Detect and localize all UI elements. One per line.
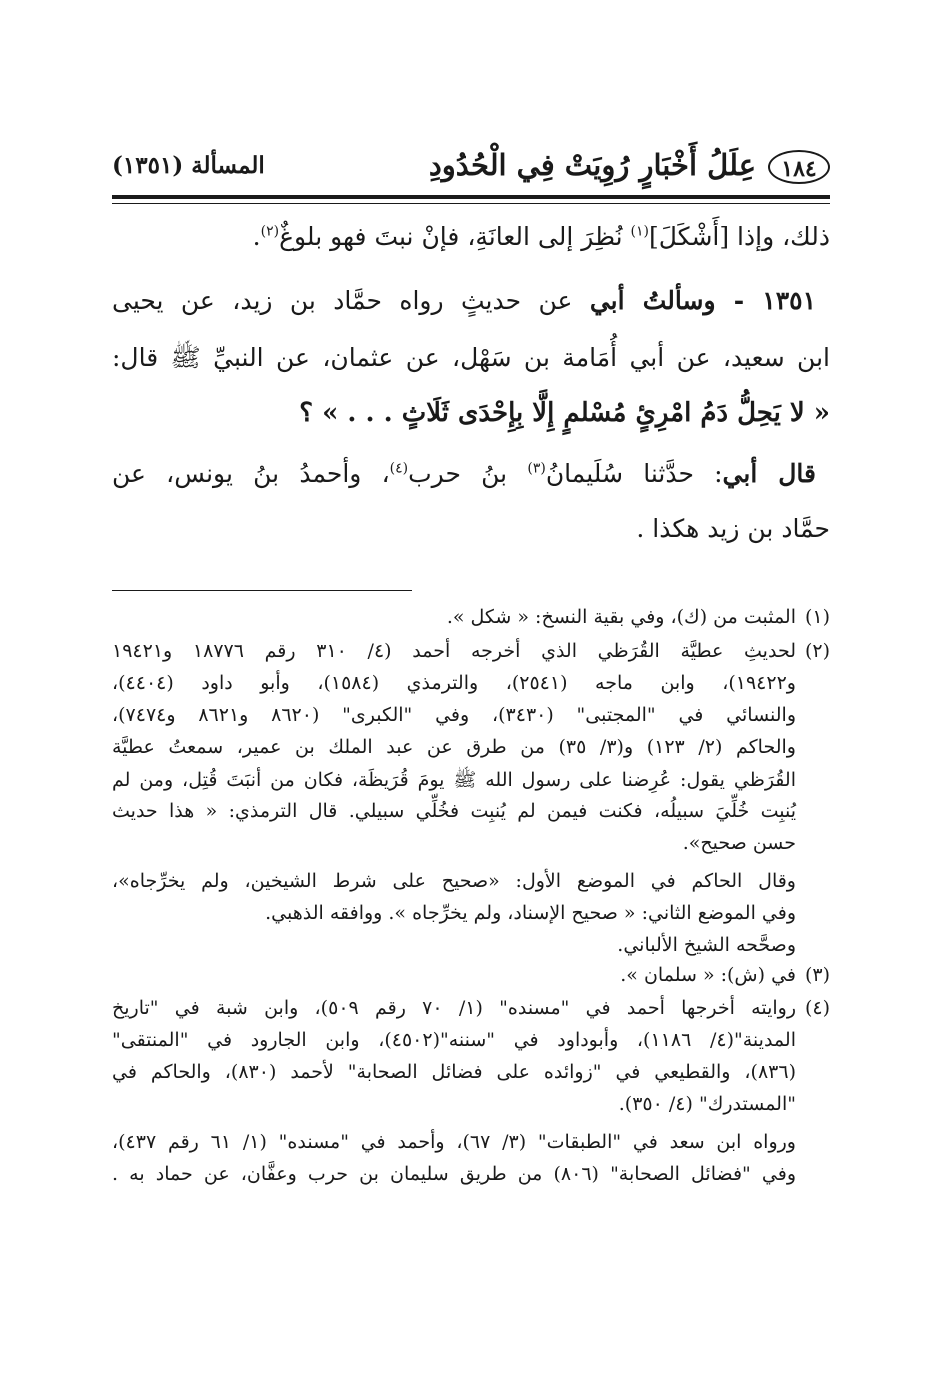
header-rule-thin	[112, 203, 830, 204]
issue-heading: ١٣٥١ - وسألتُ أبي	[589, 286, 816, 315]
footnote-3: في (ش): « سلمان ».	[620, 964, 796, 986]
footnote-number-3: (٣)	[804, 964, 830, 986]
footnote-4-line-4: "المستدرك" (٤/ ٣٥٠).	[618, 1093, 796, 1115]
footnote-4-line-1: روايته أخرجها أحمد في "مسنده" (١/ ٧٠ رقم ٥٠٩)، وابن شبة في "تاريخ	[112, 997, 797, 1019]
body-line-2: ١٣٥١ - وسألتُ أبي عن حديثٍ رواه حمَّاد بن زيد، عن يحيى	[112, 286, 816, 315]
footnote-2-line-2: و١٩٤٢٢)، وابن ماجه (٢٥٤١)، والترمذي (١٥٨٤)، وأبو داود (٤٤٠٤)،	[112, 672, 796, 694]
footnote-number-1: (١)	[804, 606, 830, 628]
issue-label: المسألة (١٣٥١)	[112, 152, 265, 179]
footnote-number-4: (٤)	[804, 997, 830, 1019]
footnote-2-line-8: وقال الحاكم في الموضع الأول: «صحيح على شرط الشيخين، ولم يخرِّجاه»،	[112, 870, 796, 892]
body-line-5: قال أبي: حدَّثنا سُلَيمانُ$^{(٣)}$ بنُ حرب$^{(٤)}$، وأحمدُ بنُ يونس، عن	[112, 459, 816, 488]
footnote-2-line-1: لحديثِ عطيَّة القُرَظي الذي أخرجه أحمد (٤/ ٣١٠ رقم ١٨٧٧٦ و١٩٤٢١	[112, 640, 796, 662]
footnote-4-line-2: المدينة"(٤/ ١١٨٦)، وأبوداود في "سننه"(٤٥٠٢)، وابن الجارود في "المنتقى"	[112, 1029, 796, 1051]
footnote-4-line-3: (٨٣٦)، والقطيعي في "زوائده على فضائل الصحابة" لأحمد (٨٣٠)، والحاكم في	[112, 1061, 797, 1083]
body-line-6: حمَّاد بن زيد هكذا .	[636, 514, 830, 543]
page-number-badge: ١٨٤	[768, 150, 830, 184]
footnote-ref-4[interactable]: (٤)	[389, 460, 409, 477]
footnote-4-line-6: وفي "فضائل الصحابة" (٨٠٦) من طريق سليمان بن حرب وعفَّان، عن حماد به .	[112, 1163, 796, 1185]
book-title: عِلَلُ أَخْبَارٍ رُوِيَتْ فِي الْحُدُودِ	[428, 148, 756, 182]
footnote-ref-2[interactable]: (٢)	[260, 223, 280, 240]
abi-label: قال أبي	[722, 459, 816, 488]
footnote-2-line-9: وفي الموضع الثاني: « صحيح الإسناد، ولم يخرِّجاه ». ووافقه الذهبي.	[265, 902, 796, 924]
body-line-1: ذلك، وإذا [أَشْكَلَ]$^{(١)}$ نُظِرَ إلى العانَةِ، فإنْ نبتَ فهو بلوغٌ$^{(٢)}$.	[252, 222, 830, 251]
footnote-ref-3[interactable]: (٣)	[527, 460, 546, 477]
hadith-text: « لا يَحِلُّ دَمُ امْرِئٍ مُسْلمٍ إِلَّا بِإِحْدَى ثَلَاثٍ . . . » ؟	[299, 398, 830, 428]
body-line-3: ابن سعيد، عن أبي أُمَامة بن سَهْل، عن عثمان، عن النبيِّ ﷺ قال:	[112, 343, 830, 372]
footnote-divider	[112, 590, 412, 591]
running-header	[112, 146, 830, 190]
footnote-2-line-3: والنسائي في "المجتبى" (٣٤٣٠)، وفي "الكبرى" (٨٦٢٠ و٨٦٢١ و٧٤٧٤)،	[112, 704, 796, 726]
footnote-1: المثبت من (ك)، وفي بقية النسخ: « شكل ».	[446, 606, 796, 628]
footnote-2-line-10: وصحَّحه الشيخ الألباني.	[617, 934, 796, 956]
footnote-2-line-4: والحاكم (٢/ ١٢٣) و(٣/ ٣٥) من طرق عن عبد الملك بن عمير، سمعتُ عطيَّة	[112, 736, 796, 758]
footnote-2-line-6: يُنبِت خُلِّيَ سبيلُه، فكنت فيمن لم يُنبِت فخُلِّي سبيلي. قال الترمذي: « هذا حديث	[112, 800, 796, 822]
footnote-4-line-5: ورواه ابن سعد في "الطبقات" (٣/ ٦٧)، وأحمد في "مسنده" (١/ ٦١ رقم ٤٣٧)،	[112, 1131, 796, 1153]
book-page	[112, 0, 830, 1378]
footnote-ref-1[interactable]: (١)	[630, 223, 649, 240]
footnote-2-line-5: القُرَظي يقول: عُرِضنا على رسول الله ﷺ يومَ قُرَيظَة، فكان من أنبَتَ قُتِل، ومن لم	[112, 769, 796, 791]
footnote-2-line-7: حسن صحيح».	[682, 832, 796, 854]
footnote-number-2: (٢)	[804, 640, 830, 662]
header-rule-thick	[112, 195, 830, 199]
